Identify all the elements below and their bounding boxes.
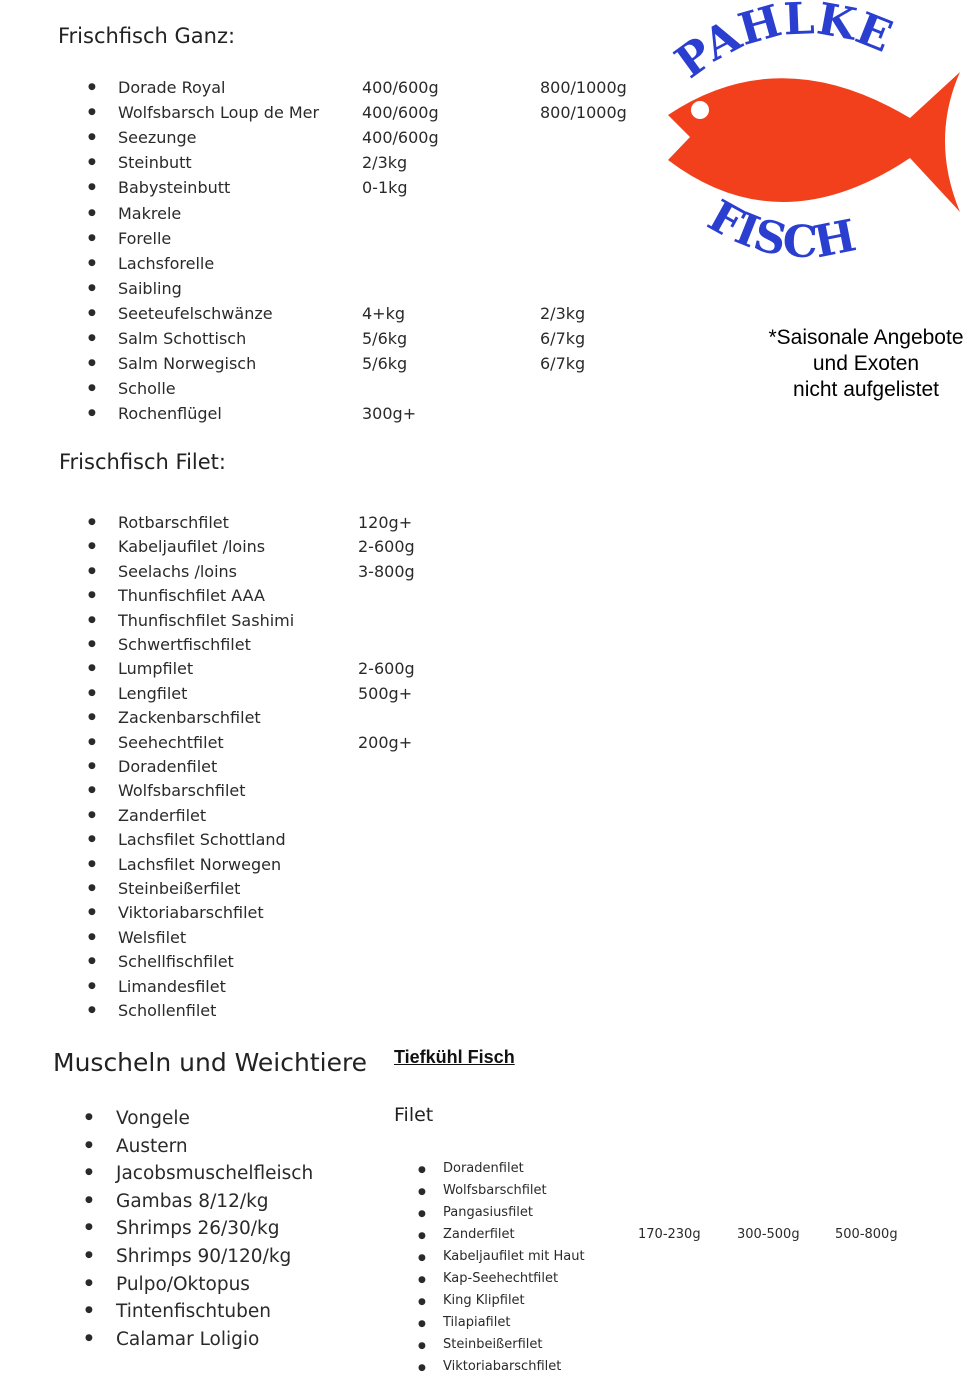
item-size: 5/6kg [362,329,408,348]
bullet-icon: ● [88,207,96,218]
item-name: Kap-Seehechtfilet [443,1271,559,1286]
item-name: Wolfsbarschfilet [118,781,246,801]
bullet-icon: ● [418,1165,426,1175]
item-name: Schollenfilet [118,1001,217,1020]
bullet-icon: ● [88,383,96,394]
item-size: 2-600g [358,659,415,679]
item-size: 120g+ [358,513,413,532]
bullet-icon: ● [85,1250,93,1260]
item-size: 2/3kg [540,303,586,323]
item-name: Makrele [118,203,182,223]
item-size: 6/7kg [540,329,586,348]
item-name: Jacobsmuschelfleisch [116,1163,314,1185]
bullet-icon: ● [88,1005,96,1015]
logo-top-text: PAHLKE [666,0,899,89]
tiefkuehl-subtitle: Filet [394,1104,434,1126]
section-title-frischfisch-filet: Frischfisch Filet: [59,450,226,474]
item-name: Kabeljaufilet /loins [118,537,266,557]
item-name: Schwertfischfilet [118,635,251,654]
item-name: Babysteinbutt [118,178,231,198]
item-name: Seezunge [118,128,197,148]
bullet-icon: ● [88,257,96,268]
item-name: Pulpo/Oktopus [116,1273,250,1295]
bullet-icon: ● [88,785,96,796]
item-name: Gambas 8/12/kg [116,1190,269,1212]
section-title-frischfisch-ganz: Frischfisch Ganz: [58,24,236,48]
item-name: Welsfilet [118,927,187,947]
bullet-icon: ● [88,358,96,369]
logo-bottom-text: FISCH [699,190,861,269]
bullet-icon: ● [85,1139,93,1150]
item-name: Zanderfilet [443,1227,515,1242]
bullet-icon: ● [88,517,96,527]
item-name: Austern [116,1135,188,1157]
item-name: Lachsfilet Norwegen [118,854,282,874]
bullet-icon: ● [88,883,96,893]
section-title-tiefkuehl: Tiefkühl Fisch [394,1047,515,1067]
bullet-icon: ● [88,639,96,649]
bullet-icon: ● [85,1332,93,1343]
bullet-icon: ● [418,1231,426,1241]
bullet-icon: ● [88,565,96,576]
bullet-icon: ● [418,1275,426,1285]
item-name: Pangasiusfilet [443,1205,533,1220]
bullet-icon: ● [88,590,96,601]
item-size: 300g+ [362,404,417,424]
bullet-icon: ● [85,1222,93,1233]
item-size: 6/7kg [540,354,586,374]
item-size: 400/600g [362,103,439,123]
bullet-icon: ● [88,182,96,193]
item-name: Wolfsbarsch Loup de Mer [118,103,320,123]
item-size: 300-500g [737,1227,800,1242]
pahlke-fisch-logo [660,0,980,290]
item-name: Schellfischfilet [118,952,234,972]
bullet-icon: ● [418,1363,426,1373]
section-title-muscheln: Muscheln und Weichtiere [53,1048,368,1077]
item-size: 800/1000g [540,78,627,97]
bullet-icon: ● [88,157,96,168]
item-name: Doradenfilet [118,757,218,776]
note-line: nicht aufgelistet [793,378,939,401]
bullet-icon: ● [88,907,96,918]
item-name: Zackenbarschfilet [118,708,261,728]
bullet-icon: ● [418,1341,426,1351]
bullet-icon: ● [88,663,96,674]
bullet-icon: ● [85,1305,93,1316]
item-name: Steinbutt [118,153,192,173]
bullet-icon: ● [88,858,96,869]
bullet-icon: ● [418,1319,426,1329]
item-name: Kabeljaufilet mit Haut [443,1249,585,1264]
item-name: Thunfischfilet Sashimi [118,610,295,630]
bullet-icon: ● [88,614,96,625]
item-name: Saibling [118,278,182,298]
bullet-icon: ● [88,132,96,143]
item-size: 2-600g [358,537,415,557]
item-name: Rotbarschfilet [118,513,229,532]
item-name: Seeteufelschwänze [118,303,273,323]
bullet-icon: ● [88,107,96,118]
bullet-icon: ● [88,408,96,419]
item-size: 200g+ [358,732,413,752]
bullet-icon: ● [88,980,96,991]
item-name: Seelachs /loins [118,561,237,581]
bullet-icon: ● [88,82,96,92]
bullet-icon: ● [85,1277,93,1288]
bullet-icon: ● [88,931,96,942]
item-name: Steinbeißerfilet [443,1337,543,1352]
bullet-icon: ● [88,687,96,698]
bullet-icon: ● [418,1297,426,1307]
bullet-icon: ● [88,232,96,243]
item-name: Salm Norwegisch [118,354,257,374]
bullet-icon: ● [88,736,96,747]
item-name: Tintenfischtuben [116,1301,271,1323]
item-size: 400/600g [362,128,439,148]
item-name: Wolfsbarschfilet [443,1183,547,1198]
bullet-icon: ● [418,1187,426,1197]
bullet-icon: ● [88,956,96,967]
seasonal-note [750,325,980,403]
item-name: Lachsfilet Schottland [118,830,286,850]
item-size: 0-1kg [362,178,408,198]
item-size: 4+kg [362,303,406,323]
item-name: Lumpfilet [118,659,194,679]
note-line: *Saisonale Angebote [768,326,964,349]
item-size: 500g+ [358,683,413,703]
item-name: Shrimps 26/30/kg [116,1218,280,1240]
bullet-icon: ● [88,541,96,552]
bullet-icon: ● [85,1167,93,1178]
item-size: 800/1000g [540,103,627,123]
bullet-icon: ● [88,712,96,723]
item-name: Seehechtfilet [118,732,224,752]
item-size: 5/6kg [362,354,408,374]
bullet-icon: ● [88,307,96,318]
item-name: Tilapiafilet [443,1315,511,1330]
item-name: Viktoriabarschfilet [443,1359,562,1374]
item-name: Forelle [118,228,172,248]
item-size: 2/3kg [362,153,408,173]
item-name: Vongele [116,1108,190,1129]
item-name: Lachsforelle [118,253,215,273]
item-name: Zanderfilet [118,805,207,825]
item-name: Steinbeißerfilet [118,879,241,898]
item-size: 500-800g [835,1227,898,1242]
item-name: Doradenfilet [443,1161,524,1176]
bullet-icon: ● [418,1253,426,1263]
item-name: Thunfischfilet AAA [118,586,265,606]
bullet-icon: ● [85,1194,93,1205]
item-name: Limandesfilet [118,976,226,996]
bullet-icon: ● [88,333,96,343]
item-name: King Klipfilet [443,1293,525,1308]
bullet-icon: ● [418,1209,426,1219]
bullet-icon: ● [88,282,96,293]
bullet-icon: ● [88,761,96,771]
item-name: Scholle [118,379,176,399]
item-name: Shrimps 90/120/kg [116,1246,292,1267]
item-name: Calamar Loligio [116,1328,260,1350]
item-name: Dorade Royal [118,78,226,97]
fish-body [668,72,960,212]
item-size: 400/600g [362,78,439,97]
fish-eye [691,101,709,119]
item-name: Salm Schottisch [118,329,247,348]
item-size: 170-230g [638,1227,701,1242]
note-line: und Exoten [812,352,920,375]
item-name: Lengfilet [118,683,188,703]
bullet-icon: ● [88,809,96,820]
bullet-icon: ● [88,834,96,845]
bullet-icon: ● [85,1112,93,1122]
item-name: Rochenflügel [118,404,222,424]
item-name: Viktoriabarschfilet [118,903,264,923]
item-size: 3-800g [358,561,415,581]
